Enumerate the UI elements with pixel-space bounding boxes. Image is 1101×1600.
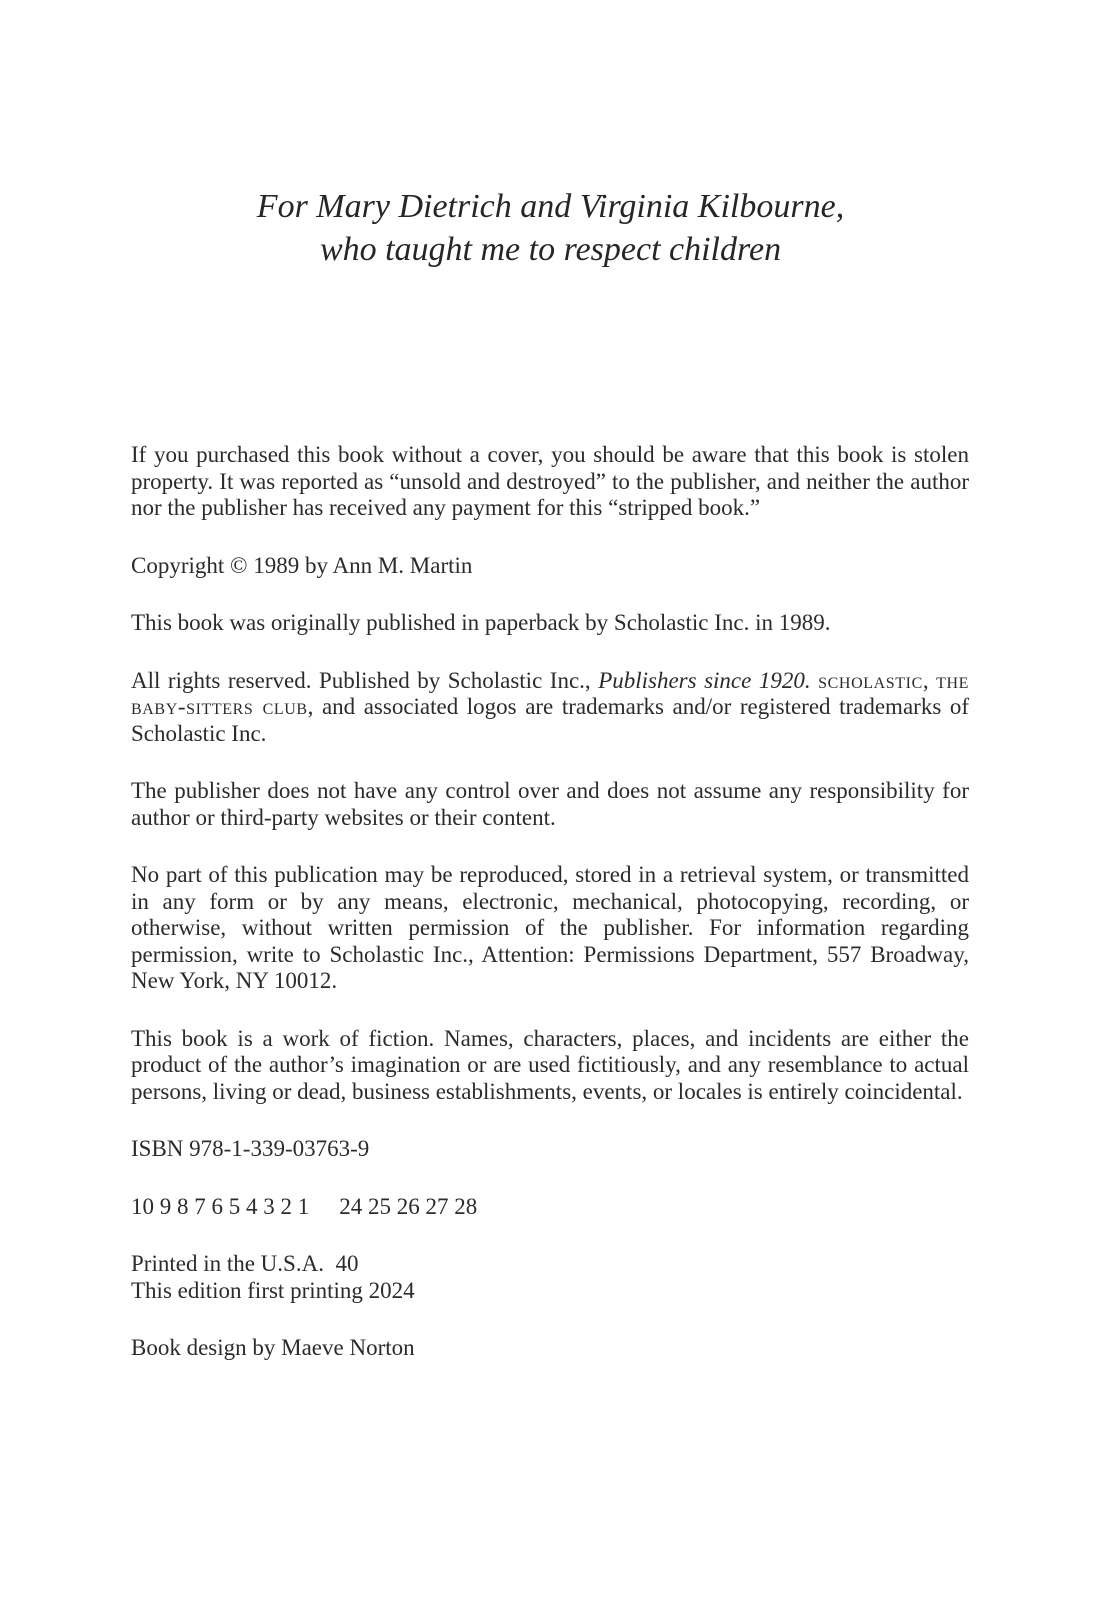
trademark-scholastic: scholastic xyxy=(818,667,923,693)
reproduction-notice: No part of this publication may be reproduced, stored in a retrieval system, or transmitted in any form or by any means, electronic, mechanical, photocopying, recording, or otherwise, without written permission of the publisher. For information regarding permission, write to Scholastic Inc., Attention: Permissions Department, 557 Broadway, New York, NY 10012. xyxy=(131,862,969,993)
trademark-baby-sitters-club: the baby-sitters club xyxy=(131,667,970,719)
rights-notice xyxy=(131,668,969,748)
rights-comma: , xyxy=(922,667,929,693)
third-party-notice: The publisher does not have any control over and does not assume any responsibility for author or third-party websites or their content. xyxy=(131,778,969,830)
original-publication-line: This book was originally published in paperback by Scholastic Inc. in 1989. xyxy=(131,610,831,635)
rights-text-end: , and associated logos are trademarks and/or registered trademarks of Scholastic Inc. xyxy=(131,694,969,746)
isbn-line: ISBN 978-1-339-03763-9 xyxy=(131,1136,370,1161)
copyright-line: Copyright © 1989 by Ann M. Martin xyxy=(131,552,473,578)
rights-text-start: All rights reserved. Published by Scholastic Inc., xyxy=(131,667,599,693)
dedication-line-2: who taught me to respect children xyxy=(319,231,782,268)
fiction-notice: This book is a work of fiction. Names, characters, places, and incidents are either the product of the author’s imagination or are used fictitiously, and any resemblance to actual persons, living or dead, business establishments, events, or locales is entirely coincidental. xyxy=(131,1025,969,1104)
publishers-since-text: Publishers since 1920. xyxy=(598,667,811,693)
printing-years: 24 25 26 27 28 xyxy=(339,1193,478,1219)
stripped-book-notice: If you purchased this book without a cover, you should be aware that this book is stolen property. It was reported as “unsold and destroyed” to the publisher, and neither the author nor the publisher has received any payment for this “stripped book.” xyxy=(131,442,969,520)
printing-numbers: 10 9 8 7 6 5 4 3 2 1 xyxy=(131,1193,310,1219)
copyright-notices xyxy=(131,442,969,1393)
printing-info xyxy=(131,1251,969,1304)
dedication xyxy=(0,185,1101,271)
edition-line: This edition first printing 2024 xyxy=(131,1277,415,1303)
printing-line xyxy=(131,1194,969,1221)
design-credit: Book design by Maeve Norton xyxy=(131,1335,415,1360)
dedication-line-1: For Mary Dietrich and Virginia Kilbourne, xyxy=(256,188,845,225)
printed-in-line: Printed in the U.S.A. 40 xyxy=(131,1251,359,1276)
